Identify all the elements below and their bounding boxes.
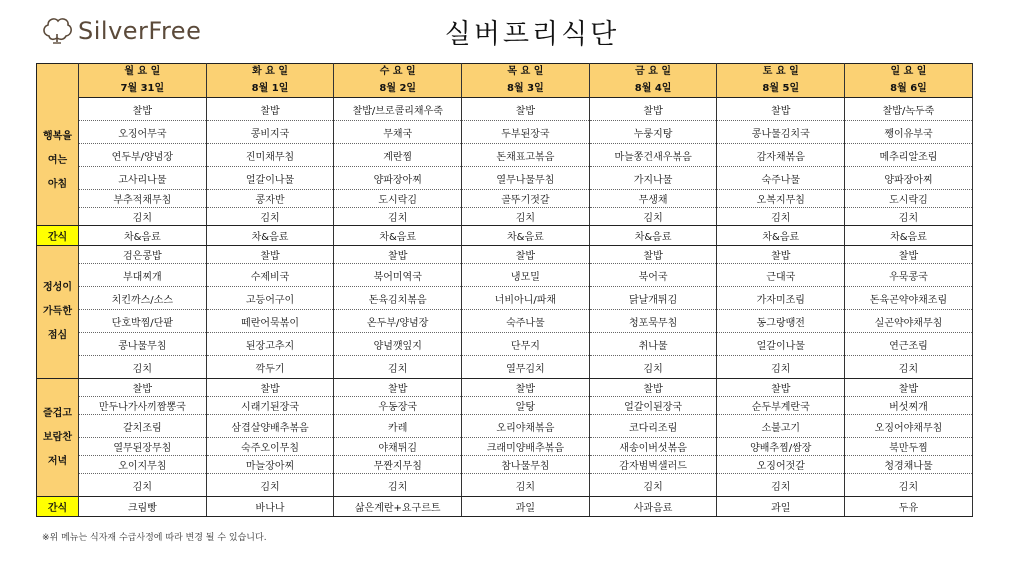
meal-table	[36, 63, 973, 517]
snack-cell: 차&음료	[79, 226, 207, 246]
snack-cell: 차&음료	[845, 226, 973, 246]
menu-cell: 양파장아찌	[334, 167, 462, 190]
breakfast-label-line: 여는	[47, 155, 68, 167]
table-row	[37, 121, 973, 144]
menu-cell: 수제비국	[206, 264, 334, 287]
table-row	[37, 474, 973, 497]
menu-cell: 찰밥/브로콜리채우죽	[334, 98, 462, 121]
breakfast-label	[37, 98, 79, 226]
menu-cell: 카레	[334, 415, 462, 438]
menu-cell: 연근조림	[845, 333, 973, 356]
menu-cell: 돈육김치볶음	[334, 287, 462, 310]
menu-cell: 냉모밀	[462, 264, 590, 287]
lunch-label-line: 정성이	[43, 282, 72, 293]
menu-cell: 찰밥	[589, 98, 717, 121]
menu-cell: 김치	[717, 356, 845, 379]
breakfast-label-line: 아침	[47, 179, 68, 191]
menu-cell: 쨍이유부국	[845, 121, 973, 144]
day-name: 목 요 일	[462, 64, 590, 81]
table-row	[37, 397, 973, 415]
menu-cell: 떼란어묵볶이	[206, 310, 334, 333]
menu-cell: 얼갈이나물	[206, 167, 334, 190]
table-row	[37, 333, 973, 356]
lunch-label-line: 가득한	[43, 306, 72, 317]
menu-cell: 취나물	[589, 333, 717, 356]
snack-row	[37, 226, 973, 246]
menu-cell: 열무된장무침	[79, 438, 207, 456]
menu-cell: 계란찜	[334, 144, 462, 167]
table-row	[37, 144, 973, 167]
menu-cell: 단무지	[462, 333, 590, 356]
dinner-label-line: 저녁	[47, 455, 68, 467]
menu-cell: 얼갈이나물	[717, 333, 845, 356]
snack-cell: 사과음료	[589, 497, 717, 517]
menu-cell: 북어미역국	[334, 264, 462, 287]
menu-cell: 코다리조림	[589, 415, 717, 438]
menu-cell: 순두부계란국	[717, 397, 845, 415]
table-row	[37, 310, 973, 333]
menu-cell: 찰밥	[334, 246, 462, 264]
day-date: 8월 3일	[462, 81, 590, 98]
snack-cell: 과일	[462, 497, 590, 517]
menu-cell: 찰밥	[845, 246, 973, 264]
menu-cell: 연두부/양념장	[79, 144, 207, 167]
menu-cell: 골뚜기젓갈	[462, 190, 590, 208]
menu-cell: 깍두기	[206, 356, 334, 379]
menu-cell: 치킨까스/소스	[79, 287, 207, 310]
meal-table-body	[37, 98, 973, 517]
menu-cell: 김치	[334, 356, 462, 379]
menu-cell: 만두나가사끼짬뽕국	[79, 397, 207, 415]
menu-cell: 김치	[589, 474, 717, 497]
menu-cell: 양배추찜/쌈장	[717, 438, 845, 456]
day-name: 금 요 일	[589, 64, 717, 81]
table-row	[37, 246, 973, 264]
menu-cell: 김치	[334, 474, 462, 497]
menu-cell: 김치	[717, 474, 845, 497]
menu-cell: 알탕	[462, 397, 590, 415]
menu-cell: 김치	[206, 208, 334, 226]
day-date: 8월 2일	[334, 81, 462, 98]
table-row	[37, 438, 973, 456]
menu-cell: 온두부/양념장	[334, 310, 462, 333]
menu-cell: 가자미조림	[717, 287, 845, 310]
lunch-label	[37, 246, 79, 379]
menu-cell: 고등어구이	[206, 287, 334, 310]
menu-cell: 북만두찜	[845, 438, 973, 456]
menu-cell: 찰밥	[206, 379, 334, 397]
menu-cell: 찰밥	[462, 98, 590, 121]
menu-cell: 돈채표고볶음	[462, 144, 590, 167]
menu-cell: 김치	[462, 474, 590, 497]
menu-cell: 김치	[79, 208, 207, 226]
menu-cell: 김치	[206, 474, 334, 497]
menu-cell: 숙주나물	[462, 310, 590, 333]
menu-cell: 김치	[589, 208, 717, 226]
table-row	[37, 167, 973, 190]
menu-cell: 마늘쫑건새우볶음	[589, 144, 717, 167]
menu-cell: 닭날개튀김	[589, 287, 717, 310]
menu-cell: 도시락김	[334, 190, 462, 208]
breakfast-label-line: 행복을	[43, 131, 72, 143]
date-header-row	[37, 81, 973, 98]
snack-cell: 두유	[845, 497, 973, 517]
menu-cell: 야채튀김	[334, 438, 462, 456]
menu-cell: 도시락김	[845, 190, 973, 208]
day-header-row	[37, 64, 973, 81]
day-date: 8월 5일	[717, 81, 845, 98]
table-row	[37, 208, 973, 226]
menu-cell: 누룽지탕	[589, 121, 717, 144]
menu-cell: 감자범벅샐러드	[589, 456, 717, 474]
footnote: ※위 메뉴는 식자재 수급사정에 따라 변경 될 수 있습니다.	[42, 533, 267, 543]
menu-cell: 찰밥/녹두죽	[845, 98, 973, 121]
snack-row	[37, 497, 973, 517]
menu-cell: 얼갈이된장국	[589, 397, 717, 415]
menu-cell: 찰밥	[845, 379, 973, 397]
menu-cell: 찰밥	[717, 246, 845, 264]
menu-cell: 찰밥	[79, 379, 207, 397]
header-corner	[37, 64, 79, 98]
day-date: 8월 4일	[589, 81, 717, 98]
menu-cell: 버섯찌개	[845, 397, 973, 415]
menu-cell: 동그랑땡전	[717, 310, 845, 333]
menu-cell: 두부된장국	[462, 121, 590, 144]
menu-cell: 시래기된장국	[206, 397, 334, 415]
menu-cell: 새송이버섯볶음	[589, 438, 717, 456]
day-name: 화 요 일	[206, 64, 334, 81]
day-date: 8월 6일	[845, 81, 973, 98]
table-row	[37, 190, 973, 208]
menu-cell: 진미채무침	[206, 144, 334, 167]
menu-cell: 김치	[717, 208, 845, 226]
menu-cell: 김치	[845, 474, 973, 497]
menu-cell: 단호박찜/단팥	[79, 310, 207, 333]
menu-cell: 콩자반	[206, 190, 334, 208]
day-name: 일 요 일	[845, 64, 973, 81]
snack-cell: 과일	[717, 497, 845, 517]
menu-cell: 갈치조림	[79, 415, 207, 438]
menu-cell: 김치	[845, 356, 973, 379]
day-date: 7월 31일	[79, 81, 207, 98]
menu-cell: 콩나물무침	[79, 333, 207, 356]
menu-cell: 고사리나물	[79, 167, 207, 190]
menu-cell: 찰밥	[79, 98, 207, 121]
snack-cell: 차&음료	[462, 226, 590, 246]
menu-cell: 오리야채볶음	[462, 415, 590, 438]
menu-cell: 찰밥	[589, 379, 717, 397]
menu-cell: 실곤약야채무침	[845, 310, 973, 333]
menu-cell: 찰밥	[462, 246, 590, 264]
menu-cell: 콩비지국	[206, 121, 334, 144]
menu-cell: 찰밥	[206, 98, 334, 121]
table-row	[37, 98, 973, 121]
menu-cell: 근대국	[717, 264, 845, 287]
menu-cell: 삼겹살양배추볶음	[206, 415, 334, 438]
table-row	[37, 287, 973, 310]
menu-cell: 무채국	[334, 121, 462, 144]
menu-cell: 김치	[589, 356, 717, 379]
dinner-label-line: 즐겁고	[43, 407, 72, 419]
menu-cell: 양파장아찌	[845, 167, 973, 190]
table-row	[37, 356, 973, 379]
menu-cell: 크래미양배추볶음	[462, 438, 590, 456]
day-date: 8월 1일	[206, 81, 334, 98]
menu-cell: 오징어야채무침	[845, 415, 973, 438]
menu-cell: 찰밥	[589, 246, 717, 264]
table-row	[37, 264, 973, 287]
menu-cell: 김치	[334, 208, 462, 226]
menu-cell: 양념깻잎지	[334, 333, 462, 356]
day-name: 월 요 일	[79, 64, 207, 81]
day-name: 수 요 일	[334, 64, 462, 81]
table-row	[37, 379, 973, 397]
table-row	[37, 415, 973, 438]
snack-label: 간식	[37, 497, 79, 517]
menu-cell: 찰밥	[334, 379, 462, 397]
snack-label: 간식	[37, 226, 79, 246]
snack-cell: 삶은계란+요구르트	[334, 497, 462, 517]
menu-cell: 부추적채무침	[79, 190, 207, 208]
snack-cell: 바나나	[206, 497, 334, 517]
menu-cell: 오이지무침	[79, 456, 207, 474]
menu-cell: 숙주오이무침	[206, 438, 334, 456]
menu-cell: 김치	[845, 208, 973, 226]
menu-cell: 돈육곤약야채조림	[845, 287, 973, 310]
menu-cell: 가지나물	[589, 167, 717, 190]
menu-cell: 청포묵무침	[589, 310, 717, 333]
menu-cell: 콩나물김치국	[717, 121, 845, 144]
menu-cell: 청경채나물	[845, 456, 973, 474]
menu-cell: 찰밥	[717, 98, 845, 121]
menu-cell: 메추리알조림	[845, 144, 973, 167]
day-name: 토 요 일	[717, 64, 845, 81]
menu-cell: 찰밥	[717, 379, 845, 397]
lunch-label-line: 점심	[47, 330, 68, 341]
menu-cell: 우동장국	[334, 397, 462, 415]
menu-cell: 김치	[79, 474, 207, 497]
page-title: 실버프리식단	[444, 19, 620, 50]
menu-cell: 된장고추지	[206, 333, 334, 356]
menu-cell: 우묵콩국	[845, 264, 973, 287]
table-row	[37, 456, 973, 474]
menu-cell: 감자채볶음	[717, 144, 845, 167]
menu-cell: 부대찌개	[79, 264, 207, 287]
menu-cell: 무짠지무침	[334, 456, 462, 474]
dinner-label-line: 보람찬	[43, 431, 72, 443]
menu-cell: 열무김치	[462, 356, 590, 379]
menu-cell: 참나물무침	[462, 456, 590, 474]
menu-cell: 김치	[462, 208, 590, 226]
menu-cell: 오징어무국	[79, 121, 207, 144]
menu-cell: 너비아니/파채	[462, 287, 590, 310]
snack-cell: 차&음료	[717, 226, 845, 246]
menu-cell: 북어국	[589, 264, 717, 287]
snack-cell: 크림빵	[79, 497, 207, 517]
menu-cell: 검은콩밥	[79, 246, 207, 264]
menu-cell: 오징어젓갈	[717, 456, 845, 474]
menu-cell: 김치	[79, 356, 207, 379]
dinner-label	[37, 379, 79, 497]
snack-cell: 차&음료	[589, 226, 717, 246]
menu-cell: 찰밥	[462, 379, 590, 397]
menu-cell: 숙주나물	[717, 167, 845, 190]
menu-cell: 찰밥	[206, 246, 334, 264]
brand-name: SilverFree	[78, 17, 202, 45]
menu-cell: 오복지무침	[717, 190, 845, 208]
snack-cell: 차&음료	[206, 226, 334, 246]
menu-cell: 무생채	[589, 190, 717, 208]
snack-cell: 차&음료	[334, 226, 462, 246]
menu-cell: 소불고기	[717, 415, 845, 438]
menu-cell: 열무나물무침	[462, 167, 590, 190]
menu-cell: 마늘장아찌	[206, 456, 334, 474]
